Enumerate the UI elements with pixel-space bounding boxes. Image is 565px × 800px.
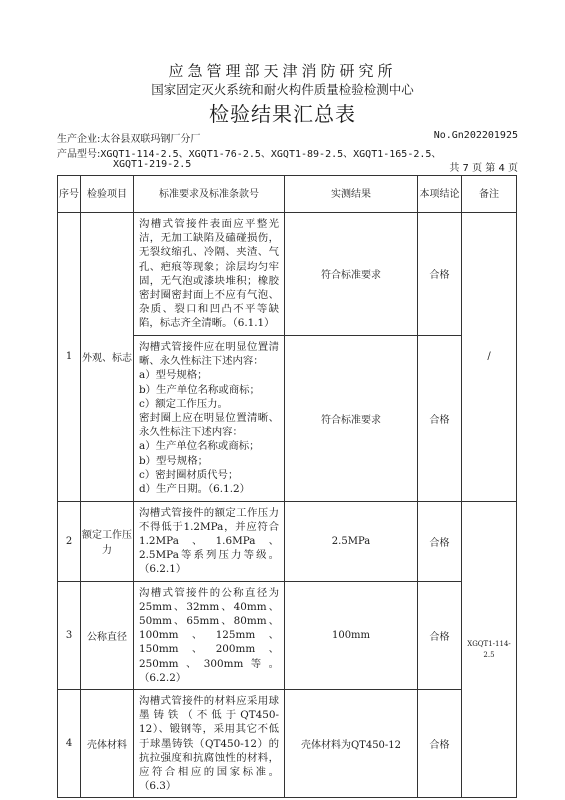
col-header-no: 序号 bbox=[58, 176, 81, 213]
requirement-line: a）型号规格； bbox=[139, 369, 208, 382]
col-header-remark: 备注 bbox=[462, 176, 517, 213]
requirement-line: c）密封圈材质代号； bbox=[139, 468, 239, 481]
conclusion: 合格 bbox=[418, 335, 462, 501]
test-result: 壳体材料为QT450-12 bbox=[285, 690, 418, 798]
row-number: 3 bbox=[58, 581, 81, 689]
row-number: 2 bbox=[58, 501, 81, 581]
table-header-row bbox=[58, 176, 517, 213]
conclusion: 合格 bbox=[418, 690, 462, 798]
test-item: 公称直径 bbox=[81, 581, 134, 689]
model-line bbox=[57, 145, 441, 160]
test-result: 100mm bbox=[285, 581, 418, 689]
requirement-line: b）生产单位名称或商标； bbox=[139, 383, 260, 396]
producer-line bbox=[57, 130, 200, 145]
test-result: 2.5MPa bbox=[285, 501, 418, 581]
row-number: 4 bbox=[58, 690, 81, 798]
remark-model: XGQT1-114-2.5 bbox=[462, 501, 517, 798]
requirement-line: c）额定工作压力。 bbox=[139, 397, 228, 410]
requirement-line: a）生产单位名称或商标； bbox=[139, 440, 260, 453]
remark: / bbox=[462, 213, 517, 502]
producer-value: 太谷县双联玛钢厂分厂 bbox=[100, 134, 201, 145]
col-header-item: 检验项目 bbox=[81, 176, 134, 213]
org-name: 应急管理部天津消防研究所 bbox=[168, 62, 397, 80]
model-label: 产品型号: bbox=[57, 149, 101, 160]
row-number: 1 bbox=[58, 213, 81, 502]
requirement-text: 沟槽式管接件的额定工作压力不得低于1.2MPa，并应符合1.2MPa、1.6MPa、2.5MPa等系列压力等级。（6.2.1） bbox=[134, 501, 285, 581]
models-line-1: XGQT1-114-2.5、XGQT1-76-2.5、XGQT1-89-2.5、XGQT1-165-2.5、 bbox=[100, 149, 442, 160]
requirement-line: b）型号规格； bbox=[139, 454, 208, 467]
requirement-line: d）生产日期。（6.1.2） bbox=[139, 483, 251, 496]
col-header-result: 实测结果 bbox=[285, 176, 418, 213]
test-result: 符合标准要求 bbox=[285, 335, 418, 501]
requirement-text: 沟槽式管接件的材料应采用球墨铸铁（不低于QT450-12）、锻钢等，采用其它不低于球墨铸铁（QT450-12）的抗拉强度和抗腐蚀性的材料，应符合相应的国家标准。（6.3） bbox=[134, 690, 285, 798]
test-item: 外观、标志 bbox=[81, 213, 134, 502]
results-table bbox=[57, 175, 517, 798]
col-header-requirement: 标准要求及标准条款号 bbox=[134, 176, 285, 213]
requirement-text: 沟槽式管接件表面应平整光洁，无加工缺陷及磕碰损伤，无裂纹缩孔、冷隔、夹渣、气孔、疤痕等现象；涂层均匀牢固，无气泡或漆块堆积；橡胶密封圈密封面上不应有气泡、杂质、裂口和凹凸不平等缺陷，标志齐全清晰。（6.1.1） bbox=[134, 213, 285, 336]
table-row bbox=[58, 213, 517, 336]
table-row bbox=[58, 501, 517, 581]
requirement-line: 密封圈上应在明显位置清晰、永久性标注下述内容： bbox=[139, 412, 279, 439]
center-name: 国家固定灭火系统和耐火构件质量检验检测中心 bbox=[151, 82, 414, 97]
models-line-2: XGQT1-219-2.5 bbox=[113, 159, 192, 170]
table-row bbox=[58, 581, 517, 689]
page-title: 检验结果汇总表 bbox=[209, 102, 356, 126]
requirement-text bbox=[134, 335, 285, 501]
col-header-conclusion: 本项结论 bbox=[418, 176, 462, 213]
test-result: 符合标准要求 bbox=[285, 213, 418, 336]
producer-label: 生产企业: bbox=[57, 134, 101, 145]
test-item: 壳体材料 bbox=[81, 690, 134, 798]
requirement-text: 沟槽式管接件的公称直径为25mm、32mm、40mm、50mm、65mm、80mm、100mm、125mm、150mm、200mm、250mm、300mm等。（6.2.2） bbox=[134, 581, 285, 689]
requirement-line: 沟槽式管接件应在明显位置清晰、永久性标注下述内容： bbox=[139, 341, 279, 368]
table-row bbox=[58, 690, 517, 798]
report-number: No.Gn202201925 bbox=[433, 130, 518, 141]
page-count: 共 7 页 第 4 页 bbox=[449, 163, 518, 174]
conclusion: 合格 bbox=[418, 213, 462, 336]
conclusion: 合格 bbox=[418, 581, 462, 689]
conclusion: 合格 bbox=[418, 501, 462, 581]
test-item: 额定工作压力 bbox=[81, 501, 134, 581]
